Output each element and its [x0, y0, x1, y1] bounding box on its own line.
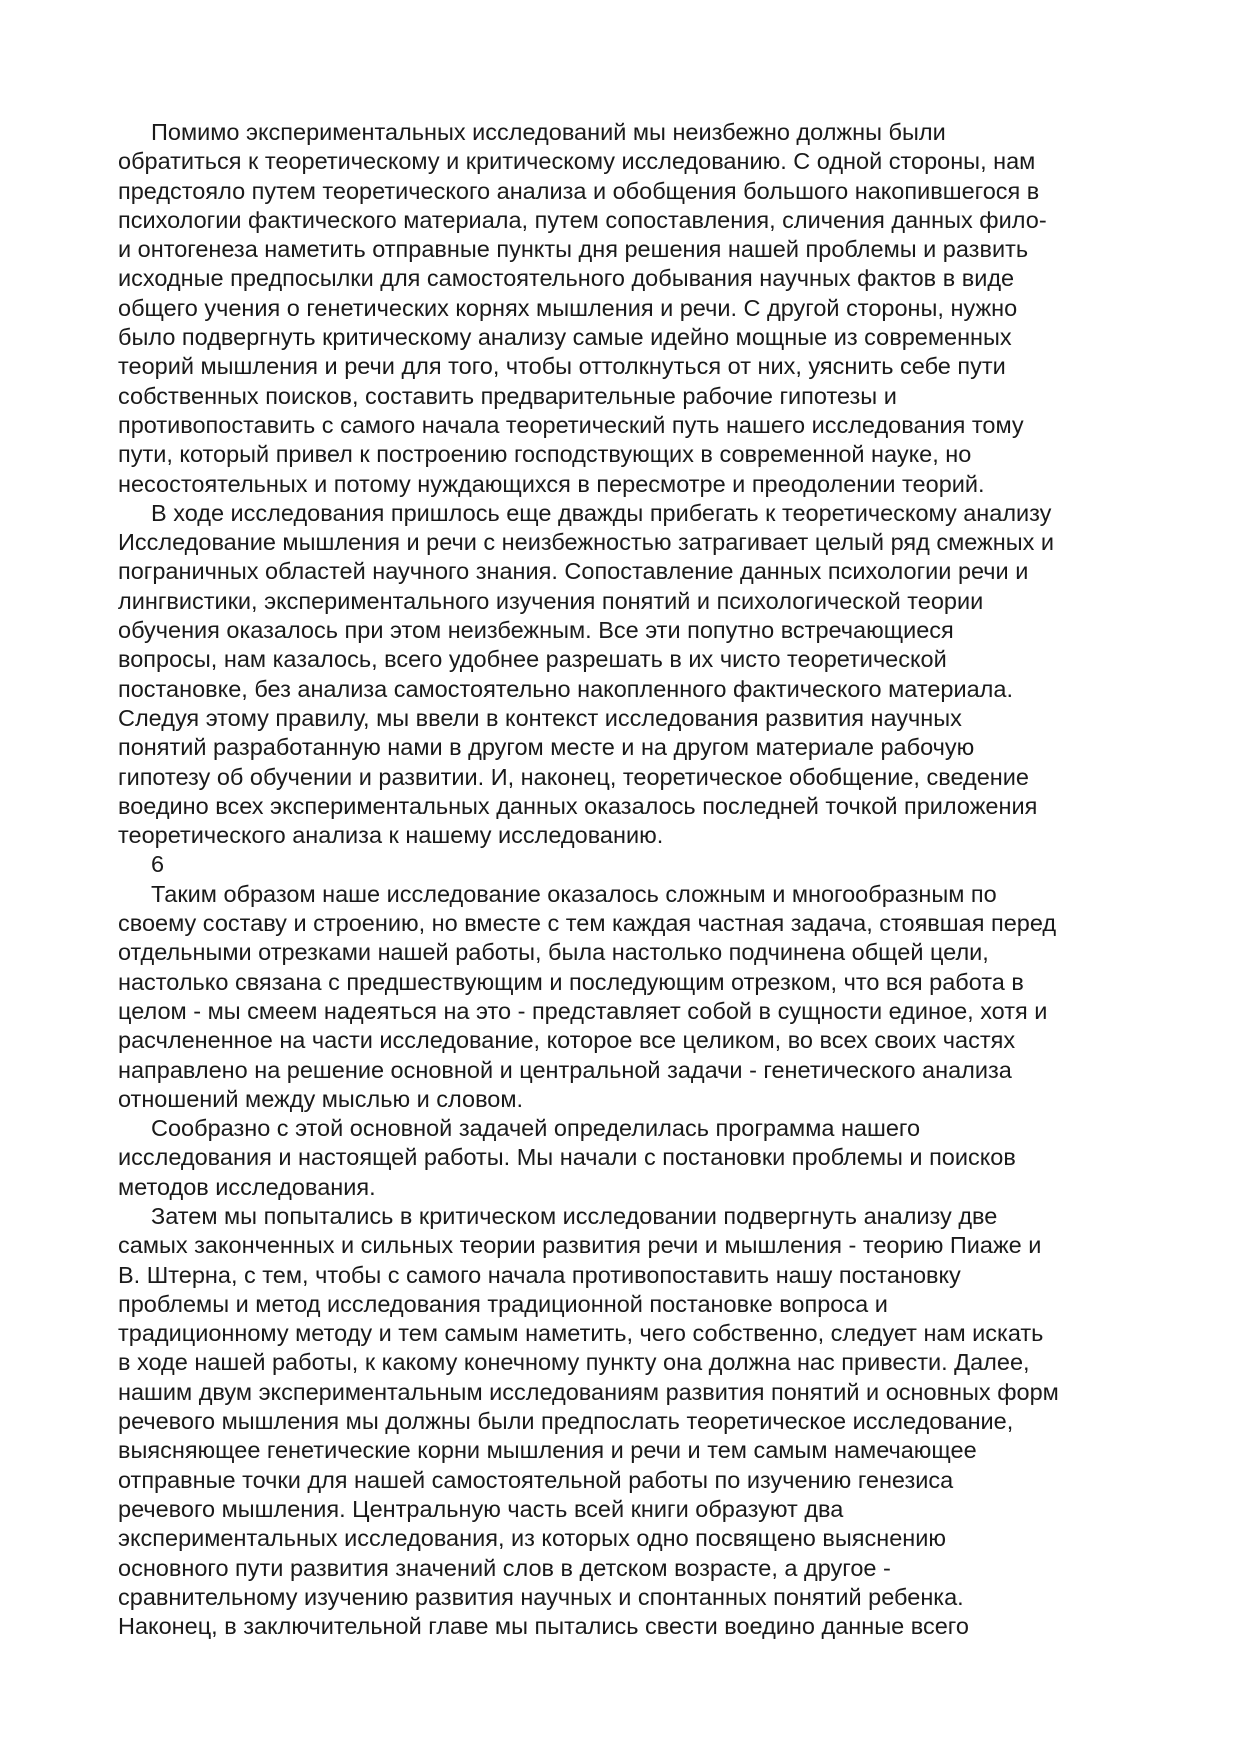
paragraph-theoretical-study: [118, 118, 1128, 499]
text-line: речевого мышления. Центральную часть всей книги образуют два: [118, 1495, 844, 1522]
text-line: гипотезу об обучении и развитии. И, наконец, теоретическое обобщение, сведение: [118, 763, 1029, 790]
text-line: исходные предпосылки для самостоятельного добывания научных фактов в виде: [118, 265, 1015, 292]
body-text: [118, 118, 1128, 1641]
text-line: Следуя этому правилу, мы ввели в контекст исследования развития научных: [118, 704, 962, 731]
text-line: настолько связана с предшествующим и последующим отрезком, что вся работа в: [118, 968, 1024, 995]
text-line: теорий мышления и речи для того, чтобы оттолкнуться от них, уяснить себе пути: [118, 353, 1006, 380]
text-line: Помимо экспериментальных исследований мы неизбежно должны были: [151, 119, 946, 145]
text-line: в ходе нашей работы, к какому конечному пункту она должна нас привести. Далее,: [118, 1349, 1030, 1376]
text-line: расчлененное на части исследование, которое все целиком, во всех своих частях: [118, 1027, 1016, 1054]
text-line: лингвистики, экспериментального изучения понятий и психологической теории: [118, 587, 984, 614]
text-line: отношений между мыслью и словом.: [118, 1085, 524, 1112]
text-line: Сообразно с этой основной задачей определилась программа нашего: [151, 1115, 921, 1142]
text-line: противопоставить с самого начала теоретический путь нашего исследования тому: [118, 411, 1024, 438]
text-line: самых законченных и сильных теории развития речи и мышления - теорию Пиаже и: [118, 1232, 1042, 1259]
page-number: [118, 850, 1128, 879]
text-line: целом - мы смеем надеяться на это - представляет собой в сущности единое, хотя и: [118, 997, 1048, 1024]
text-line: пути, который привел к построению господствующих в современной науке, но: [118, 441, 972, 468]
text-line: сравнительному изучению развития научных и спонтанных понятий ребенка.: [118, 1583, 964, 1610]
text-line: В. Штерна, с тем, чтобы с самого начала противопоставить нашу постановку: [118, 1261, 961, 1288]
text-line: речевого мышления мы должны были предпослать теоретическое исследование,: [118, 1408, 1014, 1435]
text-line: было подвергнуть критическому анализу самые идейно мощные из современных: [118, 324, 1012, 351]
text-line: Наконец, в заключительной главе мы пытались свести воедино данные всего: [118, 1613, 969, 1640]
text-line: нашим двум экспериментальным исследованиям развития понятий и основных форм: [118, 1378, 1059, 1405]
text-line: теоретического анализа к нашему исследованию.: [118, 822, 664, 849]
paragraph-critical-research: [118, 1202, 1128, 1641]
text-line: вопросы, нам казалось, всего удобнее разрешать в их чисто теоретической: [118, 646, 947, 673]
text-line: Затем мы попытались в критическом исследовании подвергнуть анализу две: [151, 1202, 998, 1229]
text-line: психологии фактического материала, путем сопоставления, сличения данных фило-: [118, 206, 1047, 233]
text-line: воедино всех экспериментальных данных оказалось последней точкой приложения: [118, 792, 1038, 819]
text-line: своему составу и строению, но вместе с тем каждая частная задача, стоявшая перед: [118, 910, 1057, 937]
text-line: обратиться к теоретическому и критическому исследованию. С одной стороны, нам: [118, 148, 1036, 175]
text-line: направлено на решение основной и центральной задачи - генетического анализа: [118, 1056, 1012, 1083]
text-line: понятий разработанную нами в другом месте и на другом материале рабочую: [118, 734, 975, 761]
text-line: В ходе исследования пришлось еще дважды прибегать к теоретическому анализу: [151, 499, 1052, 526]
text-line: традиционному методу и тем самым наметить, чего собственно, следует нам искать: [118, 1320, 1044, 1347]
text-line: Таким образом наше исследование оказалось сложным и многообразным по: [151, 880, 997, 907]
page-number-text: 6: [151, 851, 165, 878]
text-line: общего учения о генетических корнях мышления и речи. С другой стороны, нужно: [118, 294, 1018, 321]
text-line: и онтогенеза наметить отправные пункты дня решения нашей проблемы и развить: [118, 236, 1029, 263]
text-line: предстояло путем теоретического анализа и обобщения большого накопившегося в: [118, 177, 1040, 204]
text-line: несостоятельных и потому нуждающихся в пересмотре и преодолении теорий.: [118, 470, 985, 497]
paragraph-theoretical-analysis: [118, 499, 1128, 851]
text-line: обучения оказалось при этом неизбежным. Все эти попутно встречающиеся: [118, 617, 954, 644]
paragraph-research-program: [118, 1114, 1128, 1202]
text-line: постановке, без анализа самостоятельно накопленного фактического материала.: [118, 675, 1013, 702]
text-line: основного пути развития значений слов в детском возрасте, а другое -: [118, 1554, 891, 1581]
text-line: Исследование мышления и речи с неизбежностью затрагивает целый ряд смежных и: [118, 529, 1055, 556]
paragraph-research-structure: [118, 880, 1128, 1114]
text-line: исследования и настоящей работы. Мы начали с постановки проблемы и поисков: [118, 1144, 1016, 1171]
text-line: собственных поисков, составить предварительные рабочие гипотезы и: [118, 382, 897, 409]
text-line: отдельными отрезками нашей работы, была настолько подчинена общей цели,: [118, 939, 989, 966]
text-line: экспериментальных исследования, из которых одно посвящено выяснению: [118, 1525, 947, 1552]
text-line: методов исследования.: [118, 1173, 376, 1200]
text-line: проблемы и метод исследования традиционной постановке вопроса и: [118, 1290, 888, 1317]
text-line: выясняющее генетические корни мышления и речи и тем самым намечающее: [118, 1437, 977, 1464]
text-line: отправные точки для нашей самостоятельной работы по изучению генезиса: [118, 1466, 954, 1493]
text-line: пограничных областей научного знания. Сопоставление данных психологии речи и: [118, 558, 1029, 585]
